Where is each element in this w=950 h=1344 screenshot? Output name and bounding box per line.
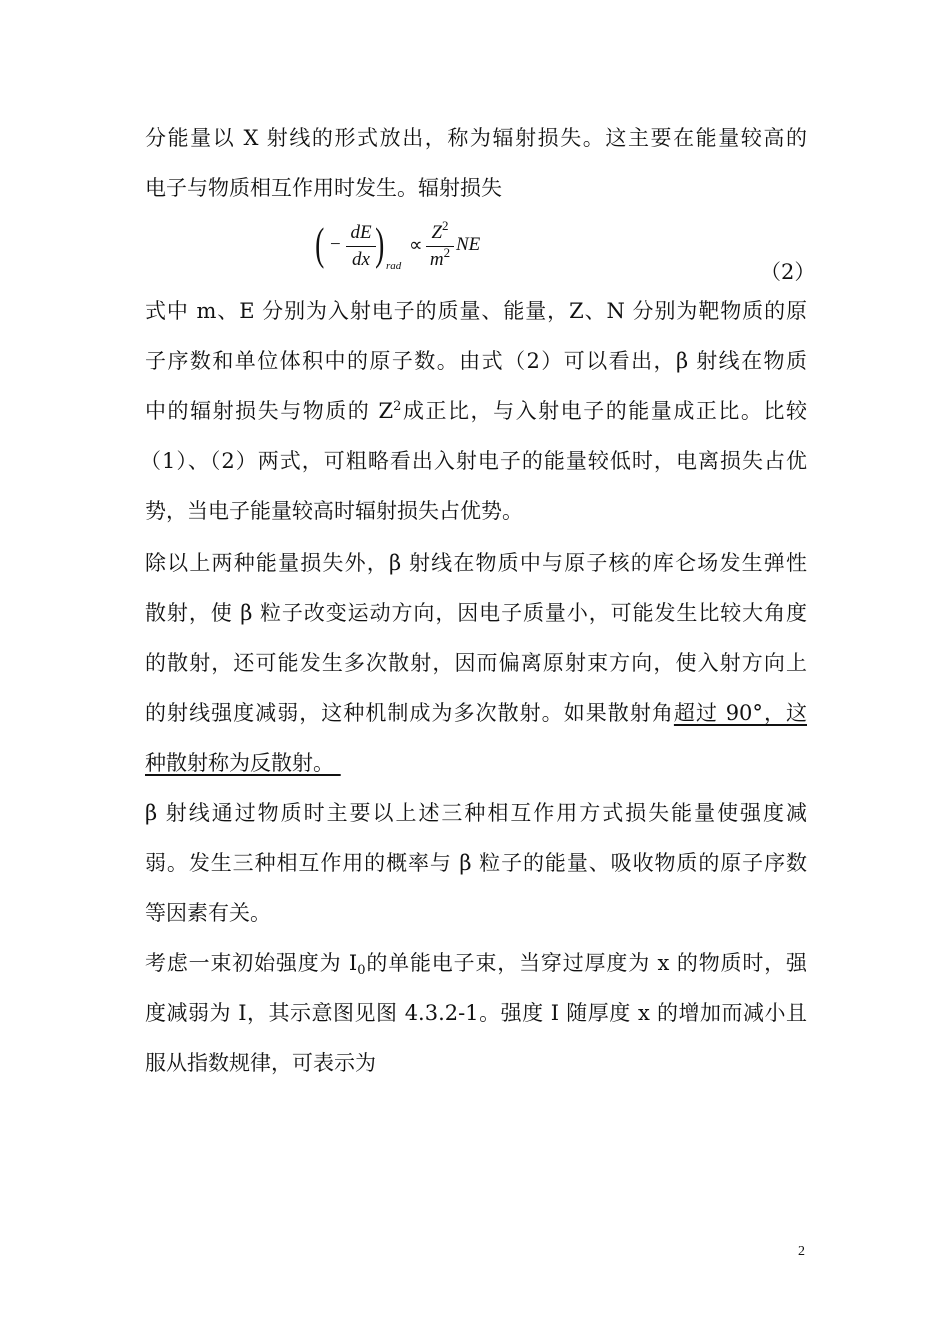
text-line-6: （1）、（2）两式，可粗略看出入射电子的能量较低时，电离损失占优 bbox=[140, 449, 807, 473]
text-line-4: 子序数和单位体积中的原子数。由式（2）可以看出，β 射线在物质 bbox=[145, 349, 807, 373]
text-line-13: β 射线通过物质时主要以上述三种相互作用方式损失能量使强度减 bbox=[145, 801, 807, 825]
text-line-12 bbox=[145, 748, 807, 778]
text-line-16: 考虑一束初始强度为 $I_0$的单能电子束，当穿过厚度为 x 的物质时，强 bbox=[145, 951, 807, 978]
left-paren: ( bbox=[315, 218, 325, 269]
denominator-dx: dx bbox=[352, 249, 370, 270]
fraction-Z2-m2 bbox=[426, 218, 454, 271]
text-line-15: 等因素有关。 bbox=[145, 901, 271, 925]
factor-NE: NE bbox=[456, 234, 481, 255]
minus-sign: − bbox=[330, 234, 341, 255]
text-line-14: 弱。发生三种相互作用的概率与 β 粒子的能量、吸收物质的原子序数 bbox=[145, 851, 807, 875]
right-paren: ) bbox=[375, 218, 385, 269]
page-number: 2 bbox=[798, 1244, 805, 1259]
fraction-dE-dx bbox=[346, 222, 376, 271]
equation-number: （2） bbox=[760, 260, 816, 284]
text-line-18: 服从指数规律，可表示为 bbox=[145, 1051, 376, 1075]
text-line-11: 的射线强度减弱，这种机制成为多次散射。如果散射角超过 90°，这 bbox=[145, 701, 807, 725]
text-line-17: 度减弱为 I，其示意图见图 4.3.2-1。强度 I 随厚度 x 的增加而减小且 bbox=[145, 1001, 807, 1025]
text-line-7: 势，当电子能量较高时辐射损失占优势。 bbox=[145, 499, 523, 523]
underlined-text: 种散射称为反散射。 bbox=[145, 751, 334, 775]
denominator-m2: $m^2$ bbox=[429, 245, 451, 270]
proportional-sign: ∝ bbox=[409, 235, 423, 256]
numerator-Z2: $Z^2$ bbox=[431, 218, 449, 243]
numerator-dE: dE bbox=[350, 222, 372, 243]
underlined-text: 超过 90°，这 bbox=[673, 701, 807, 725]
text-line-9: 散射，使 β 粒子改变运动方向，因电子质量小，可能发生比较大角度 bbox=[145, 601, 807, 625]
subscript-rad: rad bbox=[386, 260, 402, 272]
text-line-1: 分能量以 X 射线的形式放出，称为辐射损失。这主要在能量较高的 bbox=[145, 126, 807, 150]
text-line-8: 除以上两种能量损失外，β 射线在物质中与原子核的库仑场发生弹性 bbox=[145, 551, 807, 575]
text-line-10: 的散射，还可能发生多次散射，因而偏离原射束方向，使入射方向上 bbox=[145, 651, 807, 675]
text-line-3: 式中 m、E 分别为入射电子的质量、能量，Z、N 分别为靶物质的原 bbox=[145, 299, 807, 323]
text-line-2: 电子与物质相互作用时发生。辐射损失 bbox=[145, 176, 502, 200]
equation-radiation-loss bbox=[315, 218, 518, 278]
text-line-5: 中的辐射损失与物质的 $Z^2$成正比，与入射电子的能量成正比。比较 bbox=[145, 399, 807, 423]
